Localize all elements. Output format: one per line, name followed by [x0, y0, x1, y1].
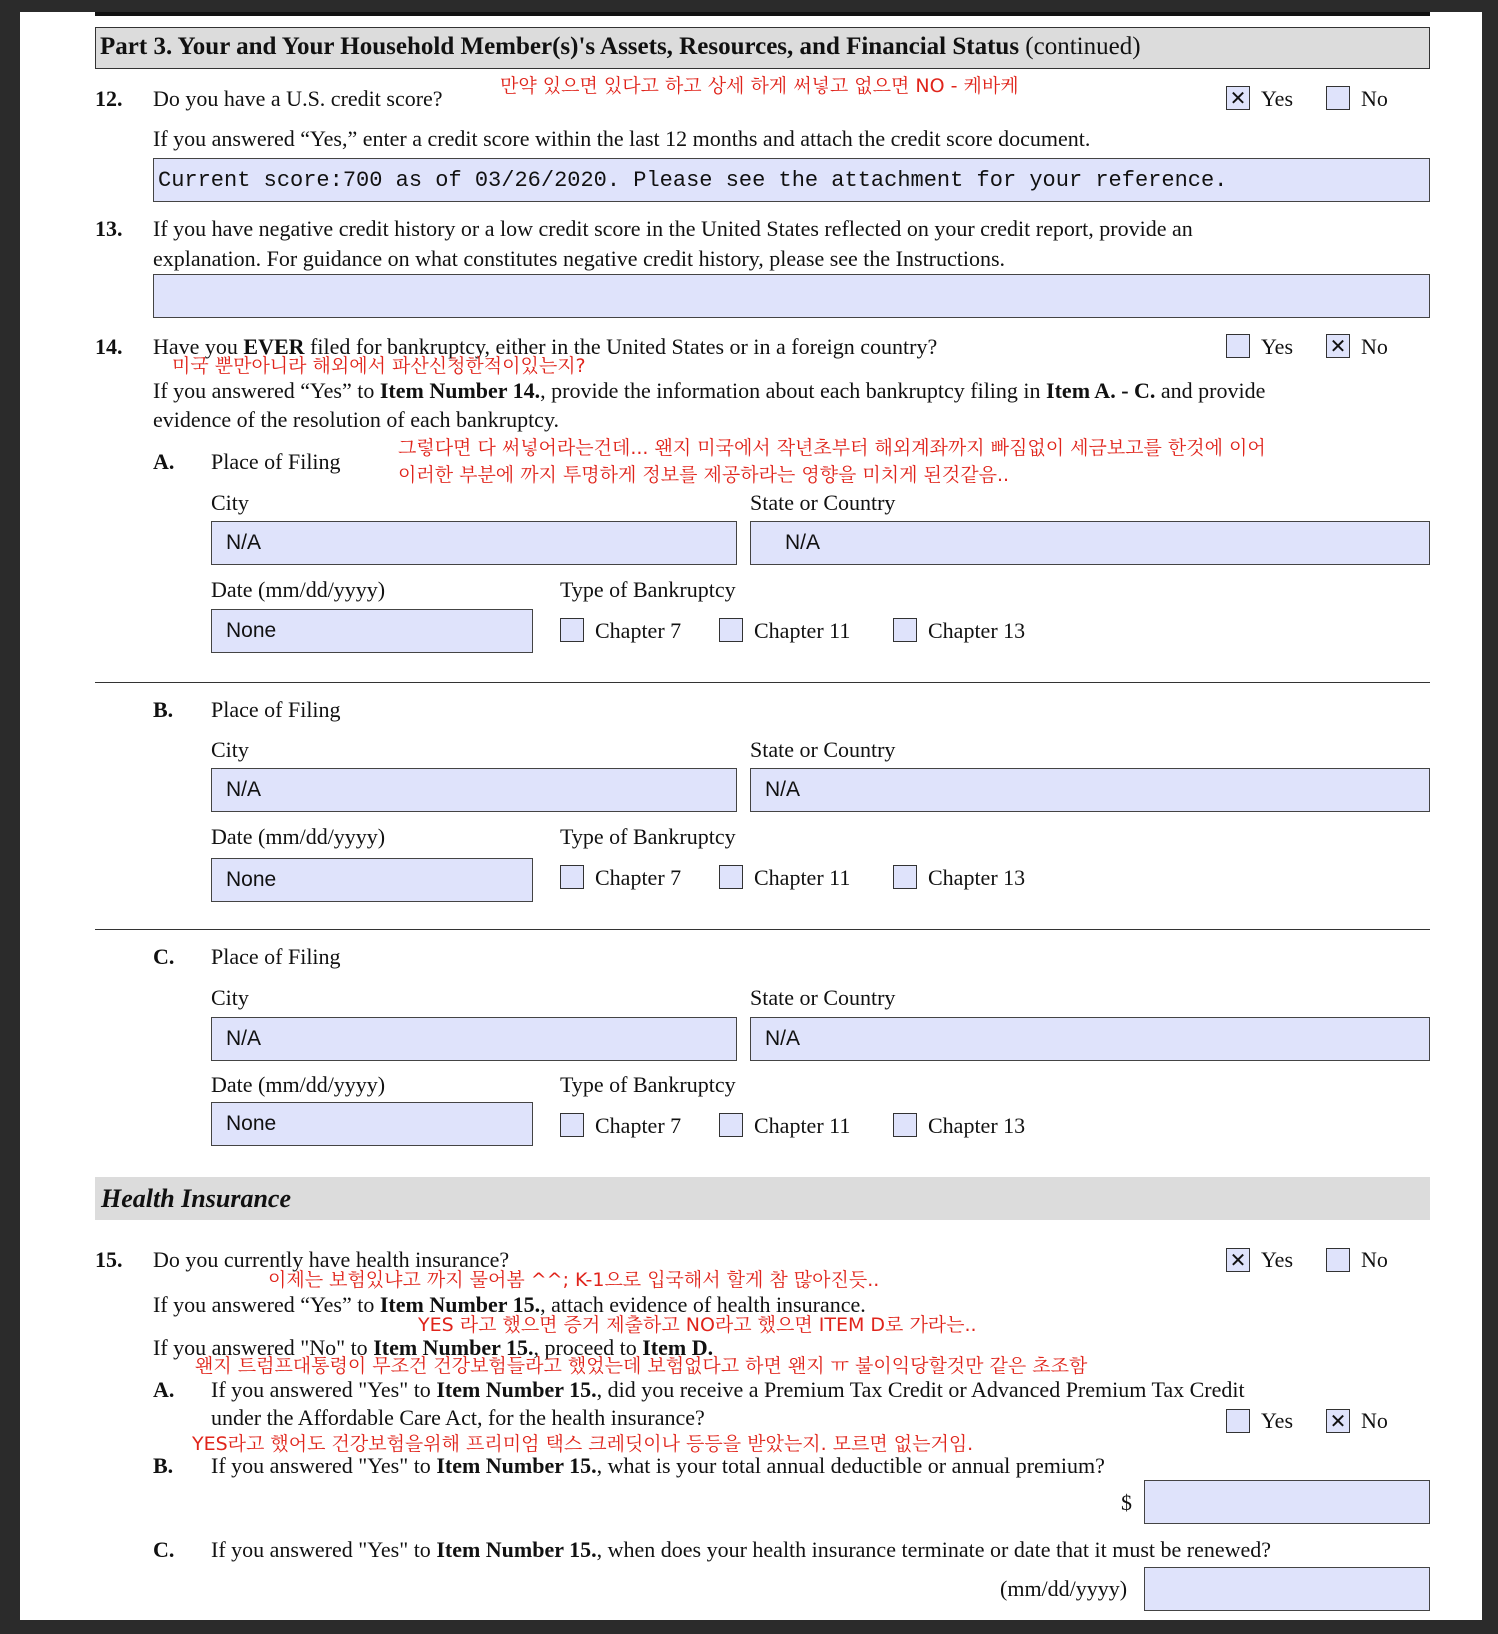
q14-question-pre: Have you	[153, 334, 244, 359]
q12-yes-label: Yes	[1261, 86, 1294, 111]
q15-no-label: No	[1361, 1247, 1388, 1272]
item-b-ch13-label: Chapter 13	[928, 865, 1026, 890]
insurance-renewal-date-field[interactable]	[1144, 1567, 1430, 1611]
q15-instr-no-bold2: Item D.	[642, 1335, 714, 1360]
item-a-ch13-checkbox[interactable]	[893, 618, 917, 642]
q15-question: Do you currently have health insurance?	[153, 1247, 510, 1272]
q15c-letter: C.	[153, 1537, 175, 1562]
item-c-city-field[interactable]: N/A	[211, 1017, 737, 1061]
health-insurance-title: Health Insurance	[101, 1184, 291, 1213]
item-c-ch7-checkbox[interactable]	[560, 1113, 584, 1137]
item-b-type-label: Type of Bankruptcy	[560, 824, 736, 849]
q15a-annotation: YES라고 했어도 건강보험을위해 프리미엄 택스 크레딧이나 등등을 받았는지. 모르면 없는거임.	[192, 1433, 974, 1455]
q15-instr-yes-bold: Item Number 15.	[379, 1292, 541, 1317]
q15b-letter: B.	[153, 1453, 174, 1478]
item-c-place-label: Place of Filing	[211, 944, 341, 969]
part-header-suffix: (continued)	[1019, 33, 1141, 60]
item-b-ch7-label: Chapter 7	[595, 865, 682, 890]
item-c-ch13-label: Chapter 13	[928, 1113, 1026, 1138]
q15c-text	[211, 1537, 1271, 1563]
item-c-type-label: Type of Bankruptcy	[560, 1072, 736, 1097]
q15a-letter: A.	[153, 1377, 175, 1402]
top-border	[95, 12, 1430, 16]
q15a-bold: Item Number 15.	[436, 1377, 597, 1402]
q15a-yes-label: Yes	[1261, 1408, 1294, 1433]
item-c-letter: C.	[153, 944, 175, 969]
q13-line2: explanation. For guidance on what constitutes negative credit history, please see the Instructions.	[153, 246, 1006, 271]
q14-annotation-2b: 이러한 부분에 까지 투명하게 정보를 제공하라는 영향을 미치게 된것같음..	[398, 464, 1010, 486]
q12-annotation: 만약 있으면 있다고 하고 상세 하게 써넣고 없으면 NO - 케바케	[500, 75, 1019, 97]
q15a-line2: under the Affordable Care Act, for the health insurance?	[211, 1405, 705, 1430]
q15b-currency: $	[1121, 1490, 1132, 1515]
q15-yes-checkbox[interactable]	[1226, 1248, 1250, 1272]
item-a-type-label: Type of Bankruptcy	[560, 577, 736, 602]
q15c-pre: If you answered "Yes" to	[211, 1537, 437, 1562]
q15-annotation-2: YES 라고 했으면 증거 제출하고 NO라고 했으면 ITEM D로 가라는..	[418, 1314, 977, 1336]
q14-number: 14.	[95, 334, 123, 359]
q12-question: Do you have a U.S. credit score?	[153, 86, 443, 111]
q15-instr-no-bold: Item Number 15.	[373, 1335, 534, 1360]
item-a-date-field[interactable]: None	[211, 609, 533, 653]
divider-a-b	[95, 682, 1430, 683]
q13-number: 13.	[95, 216, 123, 241]
q14-question-bold: EVER	[243, 334, 305, 359]
part-header	[95, 27, 1430, 69]
q12-no-checkbox[interactable]	[1326, 86, 1350, 110]
item-c-state-label: State or Country	[750, 985, 896, 1010]
q15-no-checkbox[interactable]	[1326, 1248, 1350, 1272]
item-c-ch11-checkbox[interactable]	[719, 1113, 743, 1137]
q15-number: 15.	[95, 1247, 123, 1272]
q14-yes-label: Yes	[1261, 334, 1294, 359]
item-a-ch11-checkbox[interactable]	[719, 618, 743, 642]
q15a-no-label: No	[1361, 1408, 1388, 1433]
divider-b-c	[95, 929, 1430, 930]
q14-instruction-line2: evidence of the resolution of each bankruptcy.	[153, 407, 560, 432]
item-b-state-field[interactable]: N/A	[750, 768, 1430, 812]
q14-instruction-line1	[153, 378, 1265, 404]
item-a-ch13-label: Chapter 13	[928, 618, 1026, 643]
item-c-date-field[interactable]: None	[211, 1102, 533, 1146]
item-b-city-field[interactable]: N/A	[211, 768, 737, 812]
q12-instruction: If you answered “Yes,” enter a credit score within the last 12 months and attach the credit score document.	[153, 126, 1091, 151]
q14-instr-mid: , provide the information about each bankruptcy filing in	[540, 378, 1047, 403]
negative-credit-explanation-field[interactable]	[153, 274, 1430, 318]
item-a-date-label: Date (mm/dd/yyyy)	[211, 577, 386, 602]
item-a-ch7-checkbox[interactable]	[560, 618, 584, 642]
item-a-city-label: City	[211, 490, 249, 515]
item-b-state-label: State or Country	[750, 737, 896, 762]
item-b-ch11-label: Chapter 11	[754, 865, 851, 890]
q14-yes-checkbox[interactable]	[1226, 334, 1250, 358]
item-b-ch11-checkbox[interactable]	[719, 865, 743, 889]
item-c-city-label: City	[211, 985, 249, 1010]
q15c-post: , when does your health insurance terminate or date that it must be renewed?	[596, 1537, 1272, 1562]
q15b-bold: Item Number 15.	[436, 1453, 597, 1478]
item-b-ch7-checkbox[interactable]	[560, 865, 584, 889]
item-b-ch13-checkbox[interactable]	[893, 865, 917, 889]
item-a-ch7-label: Chapter 7	[595, 618, 682, 643]
q14-annotation: 미국 뿐만아니라 해외에서 파산신청한적이있는지?	[172, 355, 586, 377]
item-b-date-field[interactable]: None	[211, 858, 533, 902]
q15-annotation-3: 왠지 트럼프대통령이 무조건 건강보험들라고 했었는데 보험없다고 하면 왠지 ㅠ 불이익당할것만 같은 초조함	[195, 1355, 1088, 1377]
q15a-post: , did you receive a Premium Tax Credit or Advanced Premium Tax Credit	[596, 1377, 1245, 1402]
q15-instr-yes-pre: If you answered “Yes” to	[153, 1292, 380, 1317]
item-b-city-label: City	[211, 737, 249, 762]
q15a-no-checkbox[interactable]	[1326, 1409, 1350, 1433]
q15-annotation-1: 이제는 보험있냐고 까지 물어봄 ^^; K-1으로 입국해서 할게 참 많아진듯..	[268, 1269, 880, 1291]
q15b-pre: If you answered "Yes" to	[211, 1453, 437, 1478]
q14-no-checkbox[interactable]	[1326, 334, 1350, 358]
health-insurance-header	[95, 1177, 1430, 1220]
q15b-post: , what is your total annual deductible or annual premium?	[596, 1453, 1105, 1478]
item-a-state-field[interactable]: N/A	[750, 521, 1430, 565]
q14-annotation-2a: 그렇다면 다 써넣어라는건데... 왠지 미국에서 작년초부터 해외계좌까지 빠짐없이 세금보고를 한것에 이어	[398, 437, 1266, 459]
item-c-date-label: Date (mm/dd/yyyy)	[211, 1072, 386, 1097]
item-c-ch11-label: Chapter 11	[754, 1113, 851, 1138]
item-a-ch11-label: Chapter 11	[754, 618, 851, 643]
q15c-bold: Item Number 15.	[436, 1537, 597, 1562]
item-a-state-label: State or Country	[750, 490, 896, 515]
item-b-date-label: Date (mm/dd/yyyy)	[211, 824, 386, 849]
q14-instr-pre: If you answered “Yes” to	[153, 378, 380, 403]
q12-no-label: No	[1361, 86, 1388, 111]
item-c-ch13-checkbox[interactable]	[893, 1113, 917, 1137]
q12-number: 12.	[95, 86, 123, 111]
q15-instr-no-mid: , proceed to	[533, 1335, 643, 1360]
credit-score-field[interactable]: Current score:700 as of 03/26/2020. Please see the attachment for your reference.	[153, 158, 1430, 202]
q15-yes-label: Yes	[1261, 1247, 1294, 1272]
q13-line1: If you have negative credit history or a low credit score in the United States reflected on your credit report, provide an	[153, 216, 1193, 241]
q14-instr-bold: Item Number 14.	[379, 378, 541, 403]
item-a-place-label: Place of Filing	[211, 449, 341, 474]
part-header-title: Part 3. Your and Your Household Member(s)'s Assets, Resources, and Financial Status	[100, 33, 1020, 60]
item-c-ch7-label: Chapter 7	[595, 1113, 682, 1138]
item-b-letter: B.	[153, 697, 174, 722]
q15c-date-label: (mm/dd/yyyy)	[1000, 1576, 1128, 1601]
item-c-state-field[interactable]: N/A	[750, 1017, 1430, 1061]
q15a-yes-checkbox[interactable]	[1226, 1409, 1250, 1433]
q14-no-label: No	[1361, 334, 1388, 359]
item-a-letter: A.	[153, 449, 175, 474]
q15b-text	[211, 1453, 1105, 1479]
item-a-city-field[interactable]: N/A	[211, 521, 737, 565]
annual-premium-field[interactable]	[1144, 1480, 1430, 1524]
q15-instr-yes-post: , attach evidence of health insurance.	[540, 1292, 866, 1317]
q12-yes-checkbox[interactable]	[1226, 86, 1250, 110]
q15a-pre: If you answered "Yes" to	[211, 1377, 437, 1402]
q14-question-post: filed for bankruptcy, either in the United States or in a foreign country?	[304, 334, 938, 359]
q14-instr-bold2: Item A. - C.	[1046, 378, 1156, 403]
form-page	[20, 12, 1482, 1620]
q15a-line1	[211, 1377, 1245, 1403]
q14-instr-post: and provide	[1155, 378, 1266, 403]
item-b-place-label: Place of Filing	[211, 697, 341, 722]
q15-instr-no-pre: If you answered "No" to	[153, 1335, 374, 1360]
